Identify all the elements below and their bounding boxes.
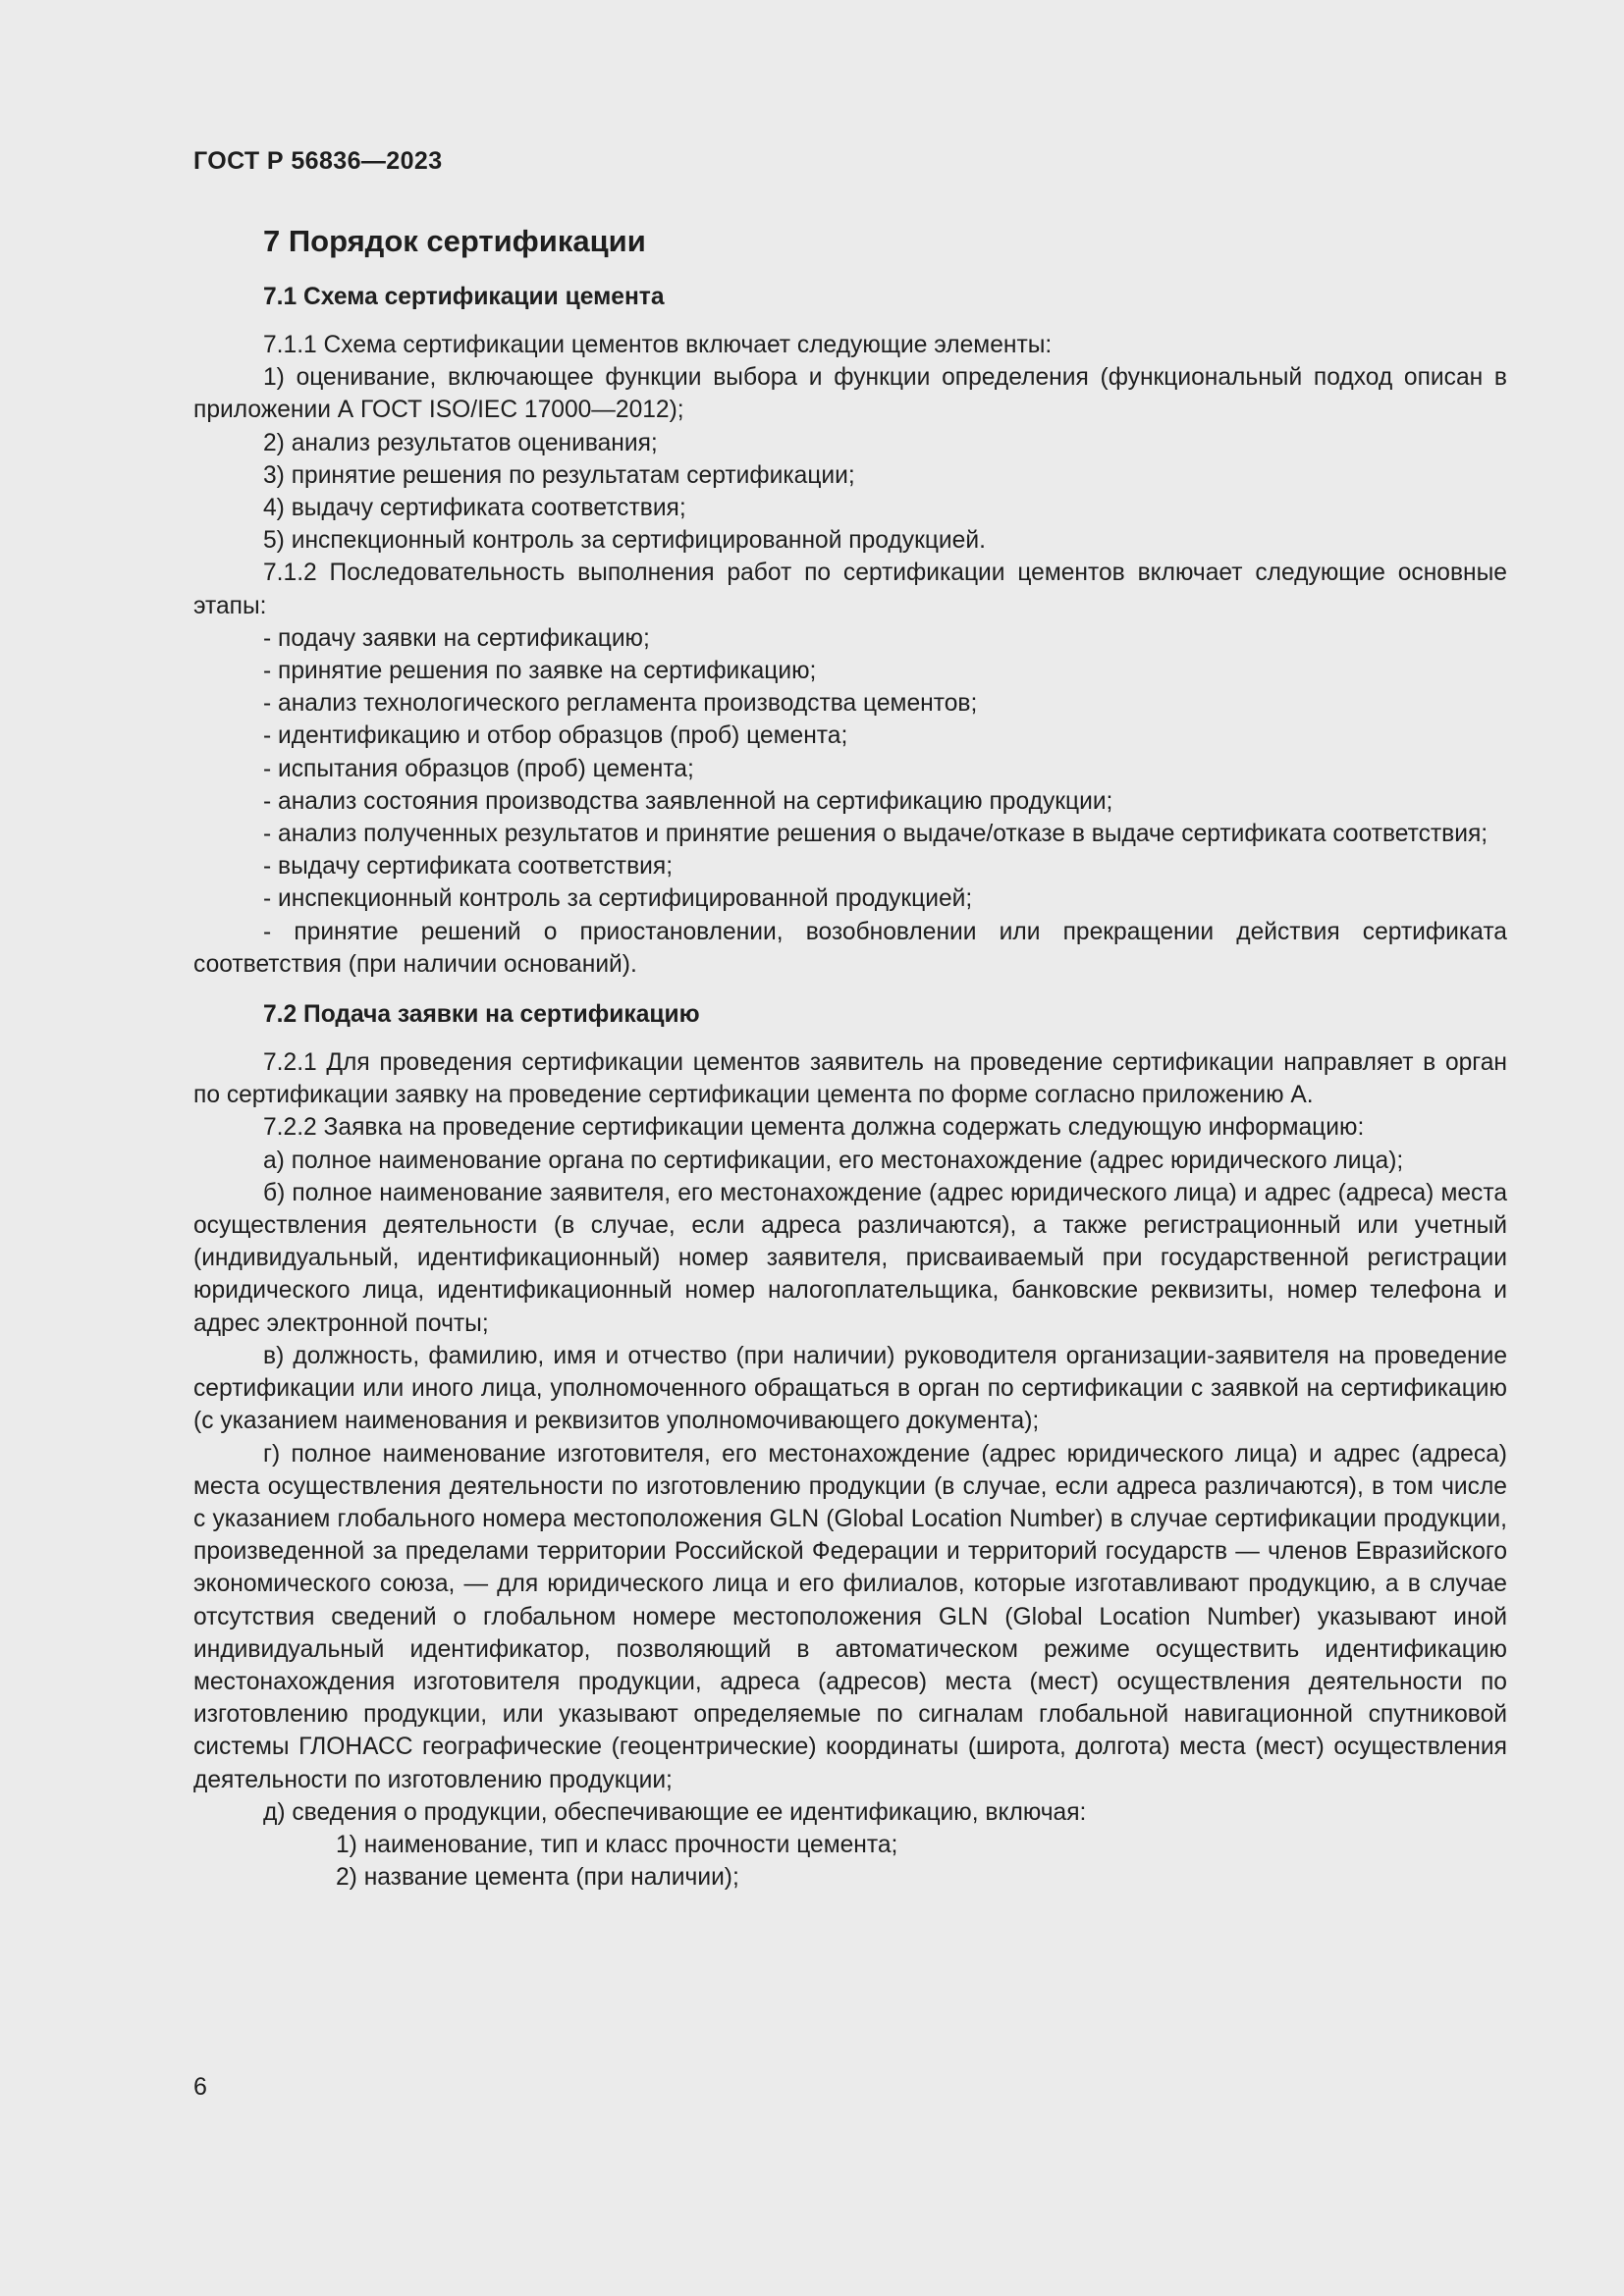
list-item: - выдачу сертификата соответствия; bbox=[263, 853, 674, 881]
paragraph: 7.1.1 Схема сертификации цементов включает следующие элементы: bbox=[263, 332, 1053, 358]
list-item: 4) выдачу сертификата соответствия; bbox=[263, 495, 686, 522]
list-item: - идентификацию и отбор образцов (проб) цемента; bbox=[263, 722, 848, 750]
sub-list-item: 1) наименование, тип и класс прочности цемента; bbox=[336, 1831, 898, 1858]
list-item: - принятие решения по заявке на сертификацию; bbox=[263, 658, 817, 685]
list-item: - анализ полученных результатов и принятие решения о выдаче/отказе в выдаче сертификата соответствия; bbox=[263, 821, 1489, 848]
paragraph: 7.2.2 Заявка на проведение сертификации цемента должна содержать следующую информацию: bbox=[263, 1114, 1365, 1142]
page-number: 6 bbox=[193, 2073, 207, 2101]
list-item: 1) оценивание, включающее функции выбора и функции определения (функциональный подход описан в приложении А ГОСТ ISO/IEC 17000—2012); bbox=[193, 364, 1507, 424]
list-item: б) полное наименование заявителя, его местонахождение (адрес юридического лица) и адрес (адреса) места осуществления деятельности (в случае, если адреса различаются), а также регистрационный или учетный (индивидуальный, идентификационный) номер заявителя, присваиваемый при государственной регистрации юридического лица, идентификационный номер налогоплательщика, банковские реквизиты, номер телефона и адрес электронной почты; bbox=[193, 1179, 1507, 1337]
list-item: - принятие решений о приостановлении, возобновлении или прекращении действия сертификата соответствия (при наличии оснований). bbox=[193, 918, 1507, 978]
subsection-title: 7.1 Схема сертификации цемента bbox=[263, 284, 665, 310]
list-item: - анализ технологического регламента производства цементов; bbox=[263, 690, 978, 718]
paragraph: 7.2.1 Для проведения сертификации цементов заявитель на проведение сертификации направляет в орган по сертификации заявку на проведение сертификации цемента по форме согласно приложению А. bbox=[193, 1049, 1507, 1109]
list-item: в) должность, фамилию, имя и отчество (при наличии) руководителя организации-заявителя на проведение сертификации или иного лица, уполномоченного обращаться в орган по сертификации с заявкой на сертификацию (с указанием наименования и реквизитов уполномочивающего документа); bbox=[193, 1342, 1507, 1435]
list-item: - анализ состояния производства заявленной на сертификацию продукции; bbox=[263, 787, 1113, 815]
list-item: 5) инспекционный контроль за сертифицированной продукцией. bbox=[263, 527, 986, 555]
list-item: - инспекционный контроль за сертифицированной продукцией; bbox=[263, 885, 973, 913]
list-item: д) сведения о продукции, обеспечивающие ее идентификацию, включая: bbox=[263, 1798, 1087, 1826]
document-code: ГОСТ Р 56836—2023 bbox=[193, 147, 443, 175]
paragraph: 7.1.2 Последовательность выполнения работ по сертификации цементов включает следующие основные этапы: bbox=[193, 560, 1507, 619]
document-body bbox=[193, 222, 1507, 1894]
list-item: г) полное наименование изготовителя, его местонахождение (адрес юридического лица) и адрес (адреса) места осуществления деятельности по изготовлению продукции (в случае, если адреса различаются), в том числе с указанием глобального номера местоположения GLN (Global Location Number) в случае сертификации продукции, произведенной за пределами территории Российской Федерации и территорий государств — членов Евразийского экономического союза, — для юридического лица и его филиалов, которые изготавливают продукцию, а в случае отсутствия сведений о глобальном номере местоположения GLN (Global Location Number) указывают иной индивидуальный идентификатор, позволяющий в автоматическом режиме осуществить идентификацию местонахождения изготовителя продукции, адреса (адресов) места (мест) осуществления деятельности по изготовлению продукции, или указывают определяемые по сигналам глобальной навигационной спутниковой системы ГЛОНАСС географические (геоцентрические) координаты (широта, долгота) места (мест) осуществления деятельности по изготовлению продукции; bbox=[193, 1440, 1507, 1793]
sub-list-item: 2) название цемента (при наличии); bbox=[336, 1864, 739, 1892]
list-item: 3) принятие решения по результатам сертификации; bbox=[263, 461, 855, 489]
list-item: а) полное наименование органа по сертификации, его местонахождение (адрес юридического лица); bbox=[263, 1147, 1404, 1174]
list-item: - испытания образцов (проб) цемента; bbox=[263, 755, 694, 782]
list-item: - подачу заявки на сертификацию; bbox=[263, 624, 650, 652]
subsection-title: 7.2 Подача заявки на сертификацию bbox=[263, 1001, 700, 1029]
list-item: 2) анализ результатов оценивания; bbox=[263, 429, 658, 456]
section-title: 7 Порядок сертификации bbox=[263, 224, 646, 258]
